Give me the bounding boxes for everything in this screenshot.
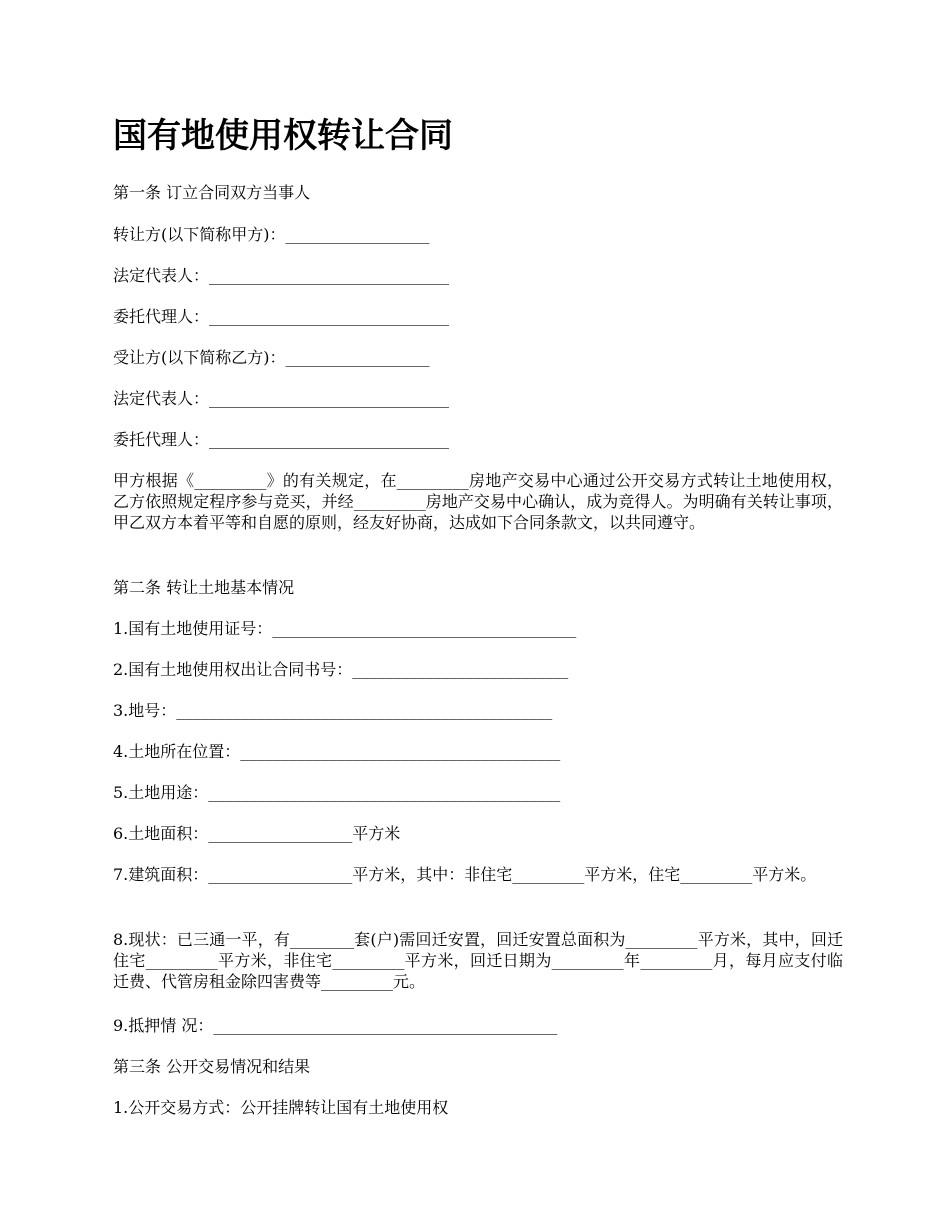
item-current-status: 8.现状：已三通一平，有________套(户)需回迁安置，回迁安置总面积为_________平方米，其中，回迁住宅_________平方米，非住宅_________平方米，回迁日期为_________年_________月，每月应支付临迁费、代管房租金除四害费等_________元。 (113, 930, 843, 991)
document-title: 国有地使用权转让合同 (113, 116, 453, 156)
item-trading-method: 1.公开交易方式：公开挂牌转让国有土地使用权 (113, 1098, 449, 1117)
item-mortgage: 9.抵押情 况：___________________________________________ (113, 1016, 558, 1035)
item-building-area: 7.建筑面积：__________________平方米，其中：非住宅_________平方米，住宅_________平方米。 (113, 865, 817, 884)
agent-a-line: 委托代理人：______________________________ (113, 307, 450, 326)
agent-b-line: 委托代理人：______________________________ (113, 430, 450, 449)
item-land-area: 6.土地面积：__________________平方米 (113, 824, 401, 843)
article-2-heading: 第二条 转让土地基本情况 (113, 578, 295, 597)
item-lot-no: 3.地号：_______________________________________________ (113, 701, 553, 720)
transferee-line: 受让方(以下简称乙方)：__________________ (113, 348, 430, 367)
transferor-line: 转让方(以下简称甲方)：__________________ (113, 225, 430, 244)
article-1-heading: 第一条 订立合同双方当事人 (113, 183, 311, 202)
legal-rep-b-line: 法定代表人：______________________________ (113, 389, 450, 408)
preamble-paragraph: 甲方根据《_________》的有关规定，在_________房地产交易中心通过公开交易方式转让土地使用权，乙方依照规定程序参与竞买，并经_________房地产交易中心确认，成为竞得人。为明确有关转让事项，甲乙双方本着平等和自愿的原则，经友好协商，达成如下合同条款文，以共同遵守。 (113, 471, 843, 532)
item-land-cert-no: 1.国有土地使用证号：______________________________________ (113, 619, 577, 638)
item-land-use: 5.土地用途：____________________________________________ (113, 783, 561, 802)
legal-rep-a-line: 法定代表人：______________________________ (113, 266, 450, 285)
article-3-heading: 第三条 公开交易情况和结果 (113, 1057, 311, 1076)
item-contract-no: 2.国有土地使用权出让合同书号：___________________________ (113, 660, 569, 679)
item-location: 4.土地所在位置：________________________________________ (113, 742, 561, 761)
